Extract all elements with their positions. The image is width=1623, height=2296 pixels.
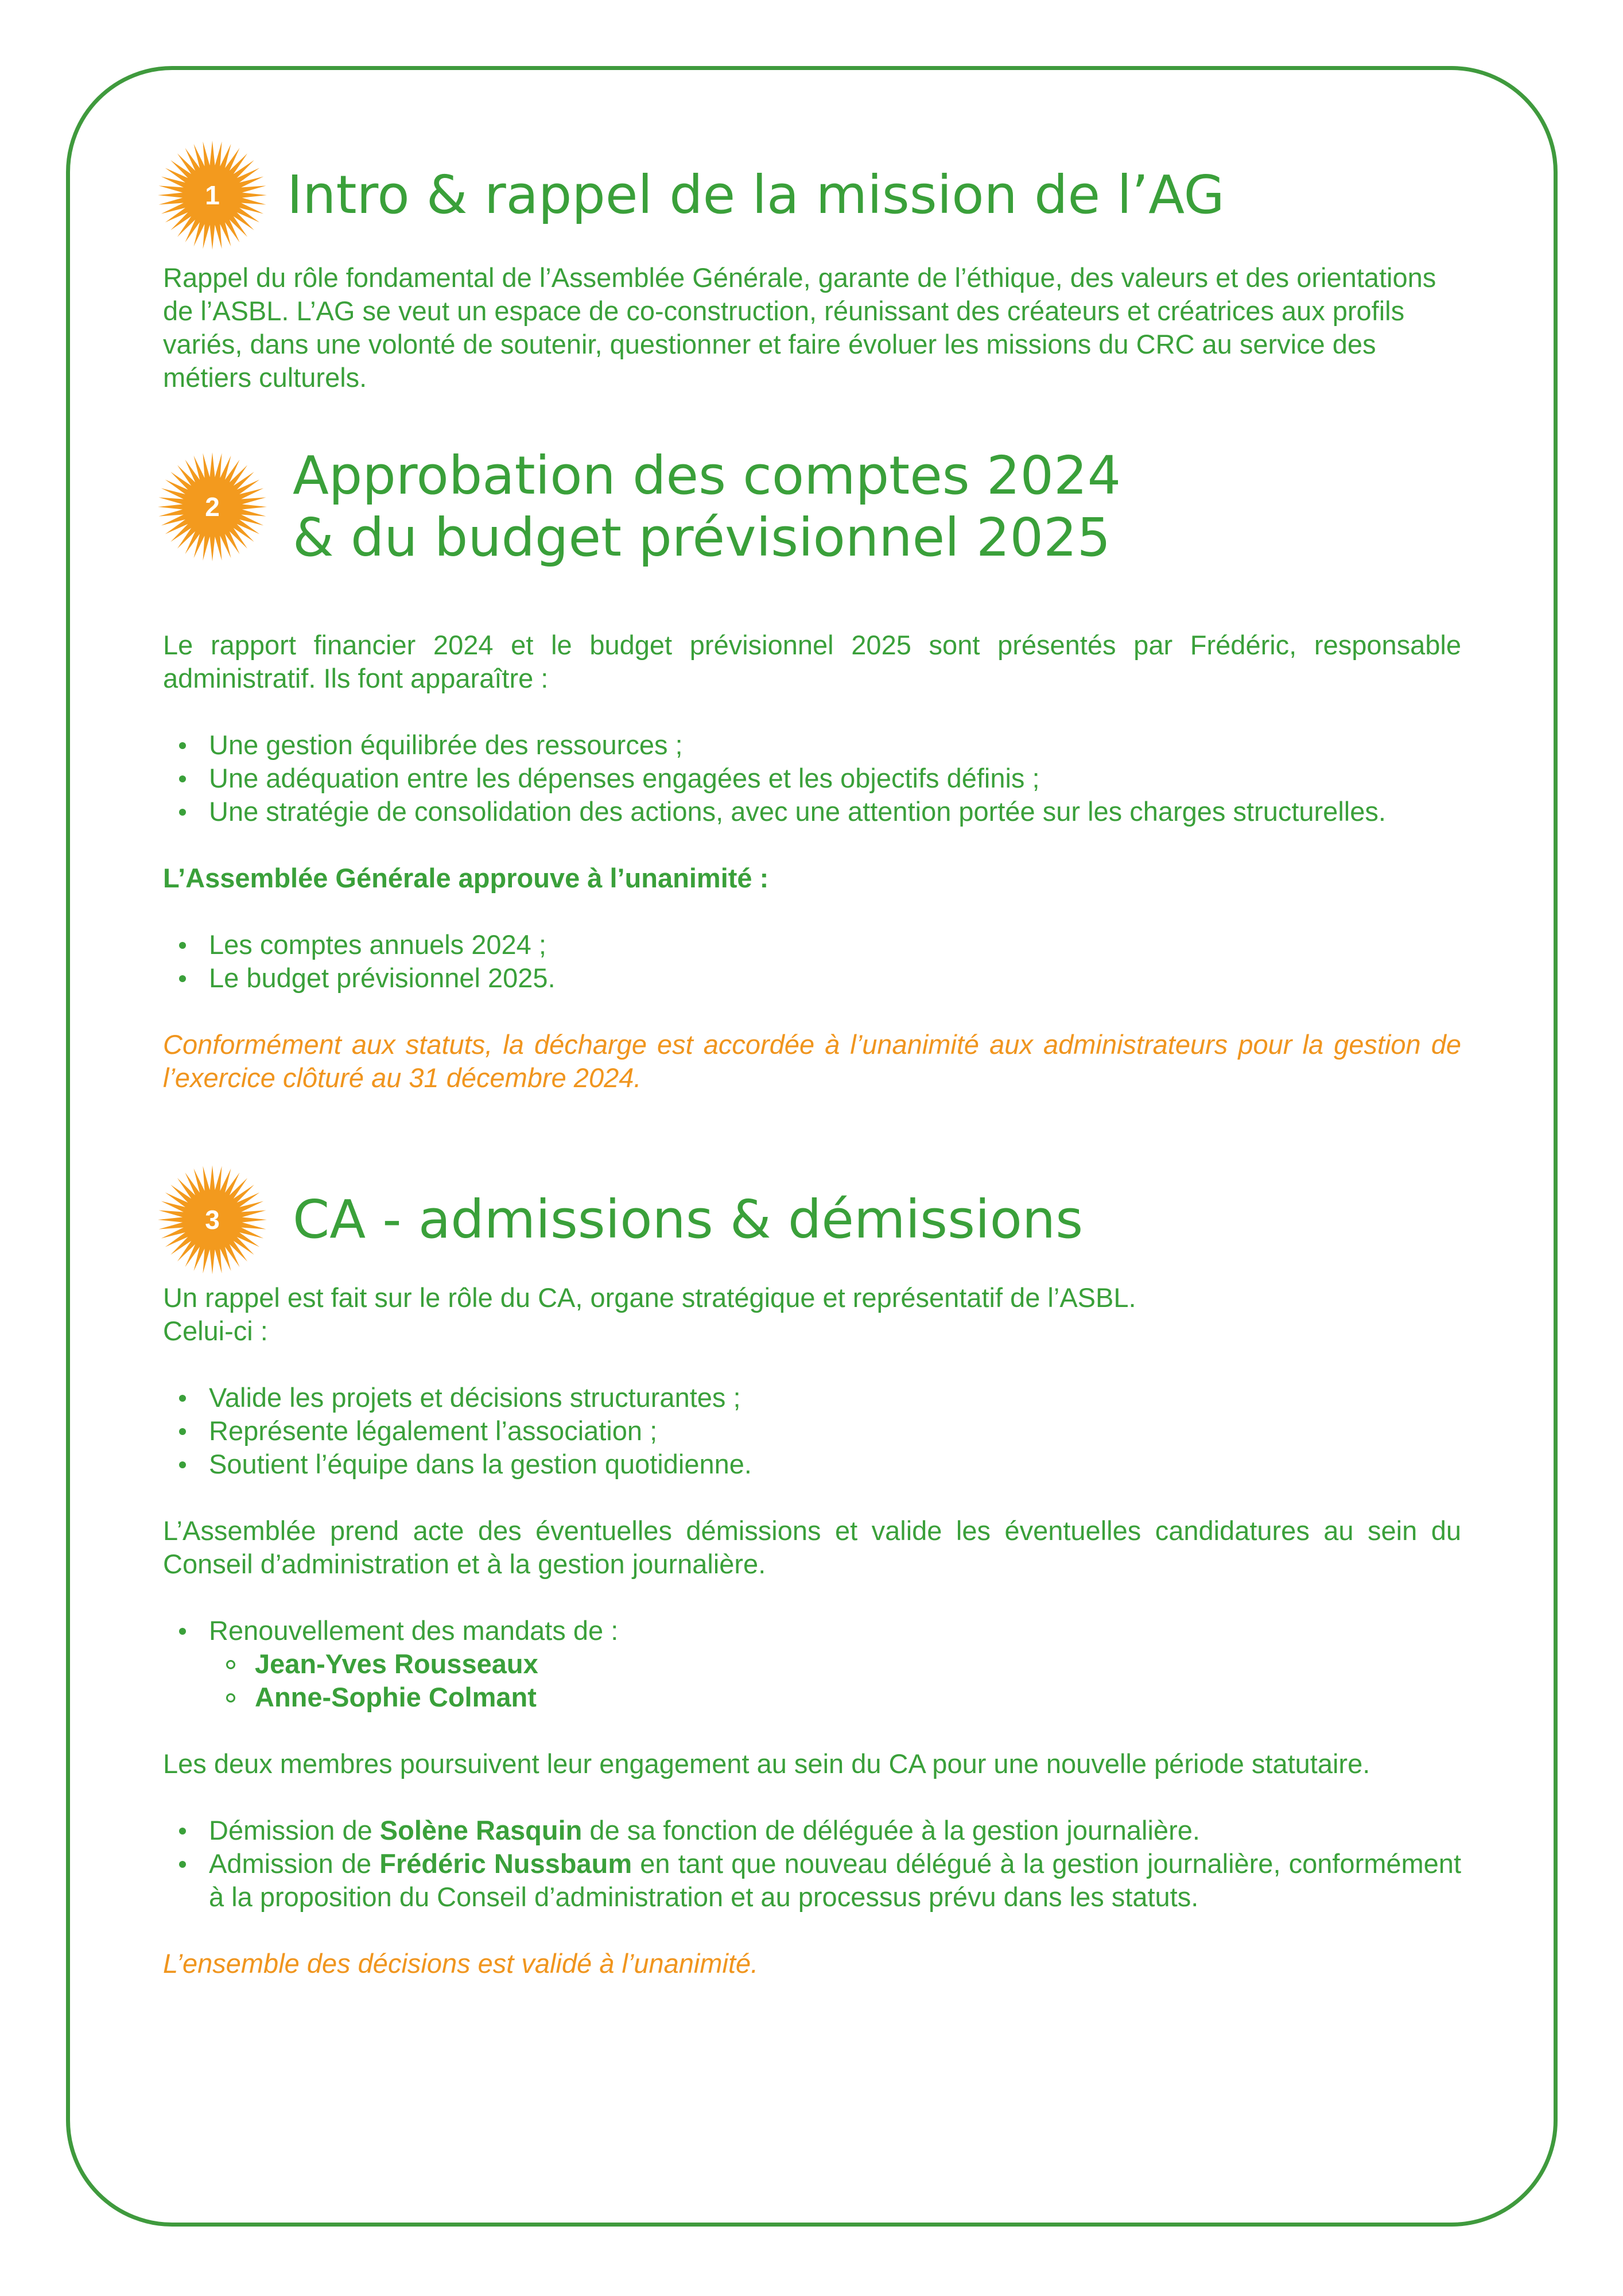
section-3-title: CA - admissions & démissions — [293, 1189, 1084, 1250]
bullet-icon — [179, 942, 186, 949]
list-item: Une adéquation entre les dépenses engagées et les objectifs définis ; — [209, 762, 1461, 795]
section-2-header — [155, 445, 1121, 569]
section-2-title-line-2: & du budget prévisionnel 2025 — [293, 507, 1111, 568]
circle-bullet-icon — [226, 1693, 235, 1702]
section-2-intro: Le rapport financier 2024 et le budget prévisionnel 2025 sont présentés par Frédéric, responsable administratif. Ils font apparaître : — [163, 630, 1461, 693]
section-1-title: Intro & rappel de la mission de l’AG — [287, 164, 1225, 226]
section-3-body — [163, 1281, 1461, 1980]
bullet-icon — [179, 975, 186, 982]
section-2-title-line-1: Approbation des comptes 2024 — [293, 445, 1121, 506]
list-item: Renouvellement des mandats de : Jean-Yves Rousseaux Anne-Sophie Colmant — [209, 1614, 1461, 1714]
person-name: Solène Rasquin — [379, 1815, 583, 1845]
bullet-icon — [179, 742, 186, 749]
list-item: Anne-Sophie Colmant — [255, 1681, 1461, 1714]
person-name: Frédéric Nussbaum — [379, 1848, 632, 1879]
renewed-members-list — [209, 1647, 1461, 1714]
list-item: Représente légalement l’association ; — [209, 1414, 1461, 1448]
section-2-title — [293, 445, 1121, 569]
members-text: Les deux membres poursuivent leur engagement au sein du CA pour une nouvelle période statutaire. — [163, 1748, 1370, 1779]
section-2-body — [163, 629, 1461, 1095]
bullet-icon — [179, 1428, 186, 1435]
bullet-icon — [179, 775, 186, 782]
approved-items-list — [163, 928, 1461, 995]
bullet-icon — [179, 1628, 186, 1635]
bullet-icon — [179, 1861, 186, 1868]
assembly-text: L’Assemblée prend acte des éventuelles démissions et valide les éventuelles candidatures au sein du Conseil d’administration et à la gestion journalière. — [163, 1515, 1461, 1579]
list-item: Une gestion équilibrée des ressources ; — [209, 728, 1461, 762]
bullet-icon — [179, 809, 186, 816]
bullet-icon — [179, 1395, 186, 1402]
ca-roles-list — [163, 1381, 1461, 1481]
list-item: Le budget prévisionnel 2025. — [209, 961, 1461, 995]
list-item: Admission de Frédéric Nussbaum en tant que nouveau délégué à la gestion journalière, conformément à la proposition du Conseil d’administration et au processus prévu dans les statuts. — [209, 1847, 1461, 1914]
renewal-list — [163, 1614, 1461, 1714]
list-item: Soutient l’équipe dans la gestion quotidienne. — [209, 1448, 1461, 1481]
section-2-number: 2 — [205, 492, 220, 522]
section-3-number: 3 — [205, 1205, 220, 1235]
section-3-header — [155, 1162, 1083, 1277]
list-item: Jean-Yves Rousseaux — [255, 1647, 1461, 1681]
section-1-number: 1 — [205, 180, 220, 210]
bullet-icon — [179, 1461, 186, 1468]
conclusion-note: L’ensemble des décisions est validé à l’unanimité. — [163, 1948, 759, 1979]
section-1-header — [155, 138, 1225, 253]
changes-list — [163, 1814, 1461, 1914]
list-item: Démission de Solène Rasquin de sa fonction de déléguée à la gestion journalière. — [209, 1814, 1461, 1847]
discharge-note: Conformément aux statuts, la décharge est accordée à l’unanimité aux administrateurs pour la gestion de l’exercice clôturé au 31 décembre 2024. — [163, 1029, 1461, 1093]
section-1-badge — [155, 138, 270, 253]
approval-heading: L’Assemblée Générale approuve à l’unanimité : — [163, 863, 769, 893]
list-item: Une stratégie de consolidation des actions, avec une attention portée sur les charges structurelles. — [209, 795, 1461, 828]
section-1-body — [163, 261, 1461, 394]
bullet-icon — [179, 1828, 186, 1835]
section-2-badge — [155, 449, 270, 564]
circle-bullet-icon — [226, 1660, 235, 1669]
list-item: Valide les projets et décisions structurantes ; — [209, 1381, 1461, 1414]
section-3-intro-line-2: Celui-ci : — [163, 1316, 268, 1346]
section-3-intro-line-1: Un rappel est fait sur le rôle du CA, organe stratégique et représentatif de l’ASBL. — [163, 1282, 1136, 1313]
section-1-text: Rappel du rôle fondamental de l’Assemblée Générale, garante de l’éthique, des valeurs et des orientations de l’ASBL. L’AG se veut un espace de co-construction, réunissant des créateurs et créatrices aux profils variés, dans une volonté de soutenir, questionner et faire évoluer les missions du CRC au service des métiers culturels. — [163, 262, 1436, 393]
list-item: Les comptes annuels 2024 ; — [209, 928, 1461, 961]
section-2-bullet-list — [163, 728, 1461, 828]
section-3-badge — [155, 1162, 270, 1277]
